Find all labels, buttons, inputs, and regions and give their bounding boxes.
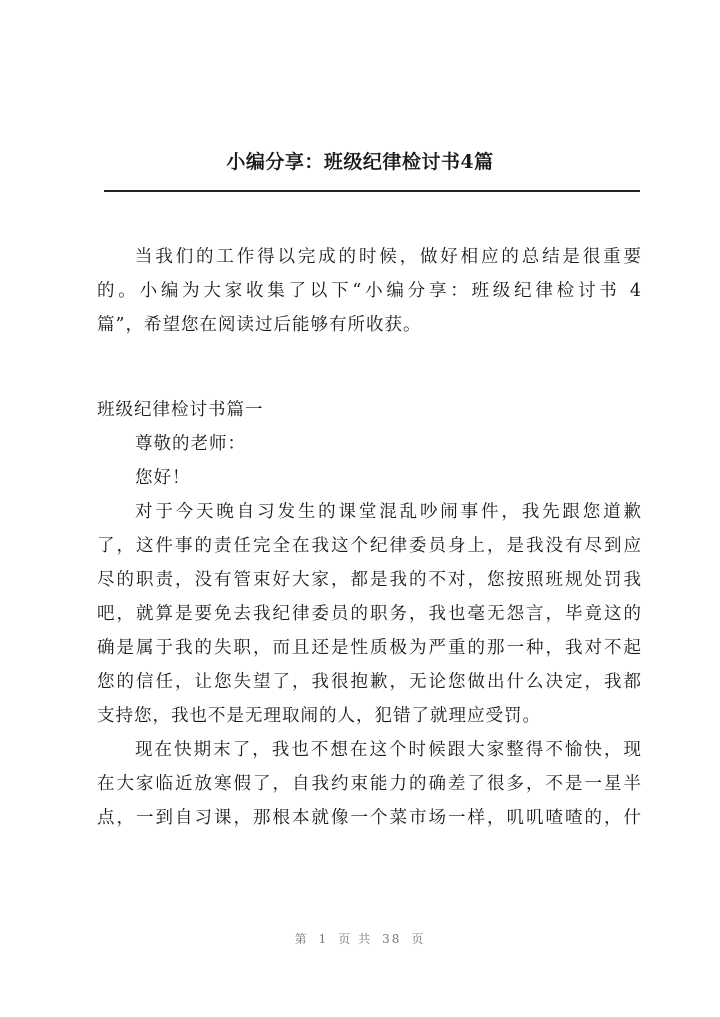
intro-line: 篇”，希望您在阅读过后能够有所收获。 xyxy=(97,315,422,335)
section-heading: 班级纪律检讨书篇一 xyxy=(97,400,264,420)
paragraph-line: 现在快期末了，我也不想在这个时候跟大家整得不愉快，现 xyxy=(135,740,642,760)
footer-middle: 页 共 xyxy=(338,932,373,946)
intro-line: 当我们的工作得以完成的时候，做好相应的总结是很重要 xyxy=(135,247,642,267)
paragraph-line: 尽的职责，没有管束好大家，都是我的不对，您按照班规处罚我 xyxy=(97,570,642,590)
paragraph-line: 确是属于我的失职，而且还是性质极为严重的那一种，我对不起 xyxy=(97,638,642,658)
footer-page-number: 1 xyxy=(318,932,329,946)
title-divider xyxy=(104,190,640,192)
paragraph-line: 支持您，我也不是无理取闹的人，犯错了就理应受罚。 xyxy=(97,706,541,726)
paragraph-line: 您的信任，让您失望了，我很抱歉，无论您做出什么决定，我都 xyxy=(97,672,642,692)
paragraph-line: 吧，就算是要免去我纪律委员的职务，我也毫无怨言，毕竟这的 xyxy=(97,604,642,624)
letter-body xyxy=(97,427,642,835)
salutation: 尊敬的老师： xyxy=(135,434,246,454)
footer-suffix: 页 xyxy=(411,932,426,946)
intro-paragraph xyxy=(97,240,642,342)
paragraph-line: 点，一到自习课，那根本就像一个菜市场一样，叽叽喳喳的，什 xyxy=(97,808,642,828)
paragraph-line: 在大家临近放寒假了，自我约束能力的确差了很多，不是一星半 xyxy=(97,774,642,794)
paragraph-line: 对于今天晚自习发生的课堂混乱吵闹事件，我先跟您道歉 xyxy=(135,502,642,522)
greeting: 您好！ xyxy=(135,468,191,488)
page-title: 小编分享：班级纪律检讨书4篇 xyxy=(226,151,494,173)
paragraph-line: 了，这件事的责任完全在我这个纪律委员身上，是我没有尽到应 xyxy=(97,536,642,556)
footer-total-pages: 38 xyxy=(382,932,402,946)
footer-prefix: 第 xyxy=(294,932,309,946)
page-footer xyxy=(0,930,720,947)
intro-line: 的。小编为大家收集了以下“小编分享：班级纪律检讨书 4 xyxy=(97,281,642,301)
